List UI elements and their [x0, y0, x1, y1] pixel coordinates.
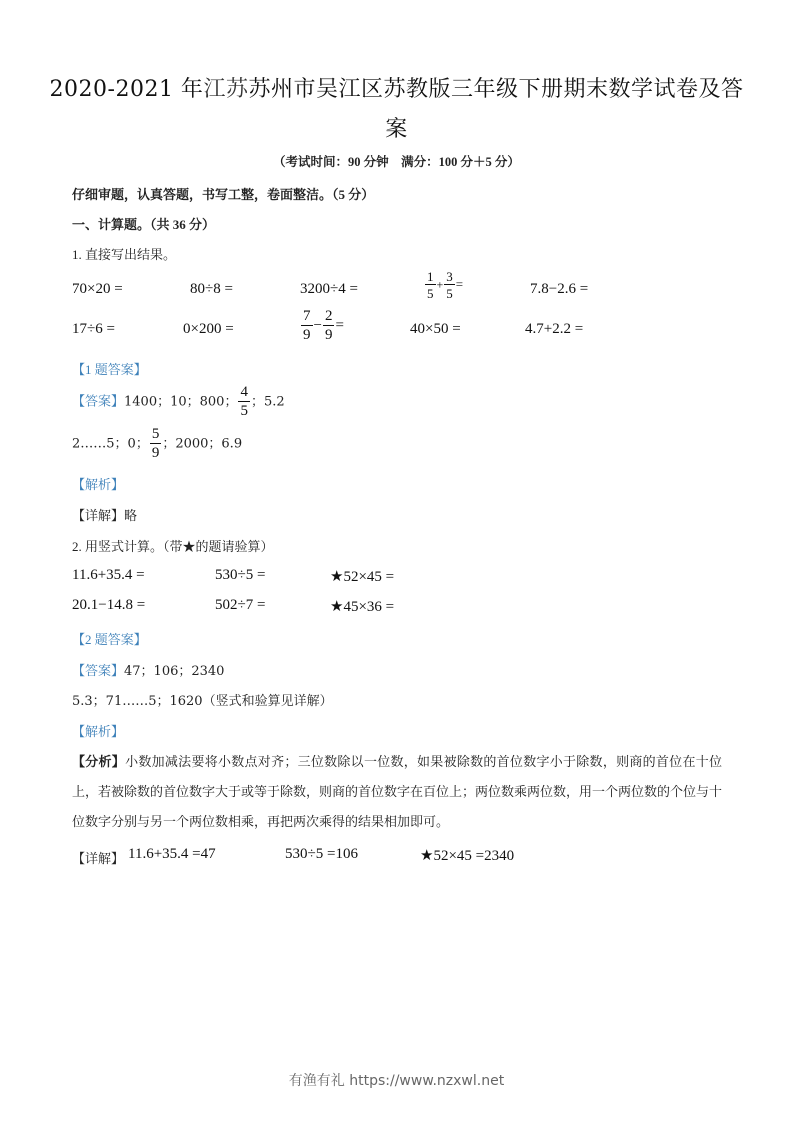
- answer-label: 【答案】: [72, 394, 125, 410]
- q1-fraction-item: $\frac{1}{5}$ + $\frac{3}{5}$ =: [427, 269, 464, 301]
- q1-item: 80÷8 =: [190, 281, 233, 297]
- q2-item: 502÷7 =: [215, 597, 266, 613]
- section-heading: 一、计算题。（共 36 分）: [72, 217, 216, 232]
- q2-item: ★45×36 =: [330, 599, 395, 615]
- q2-answer-header: 【2 题答案】: [72, 632, 147, 647]
- page-title: [0, 72, 793, 103]
- q1-item: 0×200 =: [183, 321, 234, 337]
- analysis-label: 【分析】: [72, 754, 126, 769]
- title-part1: 2020-2021 年: [49, 77, 204, 102]
- title-part2: 苏州市吴江区苏教版三年级下册期末数学试卷及答: [248, 77, 744, 102]
- q2-detail-item: ★52×45 =2340: [420, 848, 515, 864]
- q2-answer-line1: 【答案】47；106；2340: [72, 664, 225, 679]
- q1-answer-line2: 2……5；0； $\frac{5}{9}$ ；2000；6.9: [72, 426, 243, 461]
- q1-answer-header: 【1 题答案】: [72, 362, 147, 377]
- exam-subtitle: （考试时间：90 分钟 满分：100 分＋5 分）: [273, 155, 520, 169]
- detail-label: 【详解】: [72, 509, 125, 524]
- instructions: 仔细审题，认真答题，书写工整，卷面整洁。（5 分）: [72, 187, 375, 202]
- q2-detail-item: 530÷5 =106: [285, 846, 358, 862]
- q2-prompt: 2. 用竖式计算。（带★的题请验算）: [72, 539, 274, 554]
- title-light: 江苏: [203, 77, 249, 102]
- q1-item: 17÷6 =: [72, 321, 115, 337]
- fraction: $\frac{5}{9}$: [151, 426, 160, 461]
- q1-item: 40×50 =: [410, 321, 461, 337]
- fraction: $\frac{4}{5}$: [240, 384, 248, 419]
- q1-prompt: 1. 直接写出结果。: [72, 247, 177, 262]
- answer-label: 【答案】: [72, 664, 125, 679]
- page-title-line2: 案: [385, 117, 408, 142]
- q2-detail-item: 11.6+35.4 =47: [128, 846, 216, 862]
- q1-answer-line1: 【答案】1400；10；800； $\frac{4}{5}$ ；5.2: [72, 384, 285, 419]
- q2-item: 530÷5 =: [215, 567, 266, 583]
- fraction: $\frac{7}{9}$: [303, 308, 311, 343]
- q2-item: ★52×45 =: [330, 569, 395, 585]
- q1-analysis-header: 【解析】: [72, 477, 125, 492]
- q1-fraction-item: $\frac{7}{9}$ − $\frac{2}{9}$ =: [303, 308, 344, 343]
- fraction: $\frac{1}{5}$: [427, 269, 434, 301]
- q1-item: 3200÷4 =: [300, 281, 358, 297]
- q1-item: 7.8−2.6 =: [530, 281, 589, 297]
- fraction: $\frac{3}{5}$: [446, 269, 453, 301]
- q1-item: 70×20 =: [72, 281, 123, 297]
- q1-detail: 【详解】略: [72, 509, 138, 524]
- q2-item: 11.6+35.4 =: [72, 567, 145, 583]
- q2-analysis-header: 【解析】: [72, 724, 125, 739]
- q2-answer-line2: 5.3；71……5；1620（竖式和验算见详解）: [72, 694, 333, 709]
- q2-analysis-paragraph: 【分析】小数加减法要将小数点对齐；三位数除以一位数，如果被除数的首位数字小于除数，则商的首位在十位上，若被除数的首位数字大于或等于除数，则商的首位数字在百位上；两位数乘两位数，用一个两位数的个位与十位数字分别与另一个两位数相乘，再把两次乘得的结果相加即可。: [72, 754, 723, 829]
- q2-detail-label: 【详解】: [72, 852, 125, 867]
- q2-item: 20.1−14.8 =: [72, 597, 146, 613]
- fraction: $\frac{2}{9}$: [324, 308, 333, 343]
- q1-item: 4.7+2.2 =: [525, 321, 584, 337]
- footer-watermark: 有渔有礼 https://www.nzxwl.net: [288, 1073, 505, 1089]
